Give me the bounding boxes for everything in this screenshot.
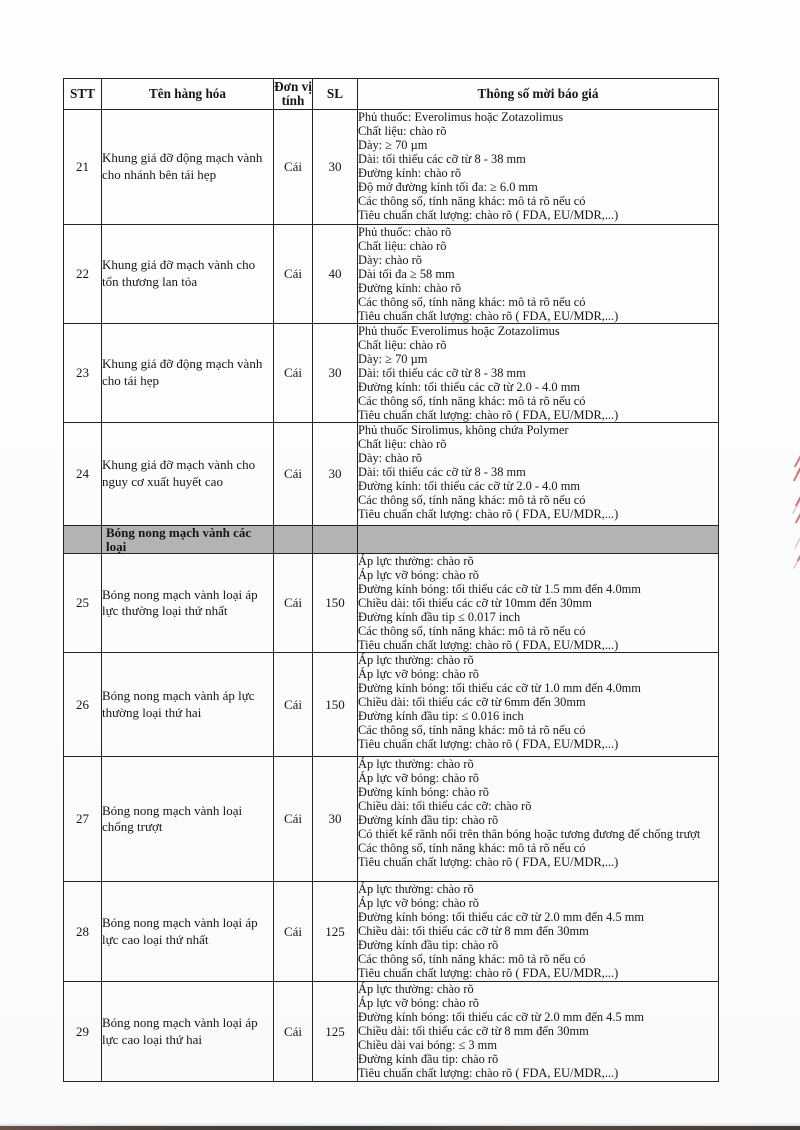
spec-line: Phủ thuốc Everolimus hoặc Zotazolimus xyxy=(358,324,560,338)
row-stt: 22 xyxy=(64,225,102,324)
spec-line: Các thông số, tính năng khác: mô tả rõ nếu có xyxy=(358,493,586,507)
spec-line: Dài: tối thiểu các cỡ từ 8 - 38 mm xyxy=(358,366,526,380)
row-product-name: Khung giá đỡ mạch vành cho nguy cơ xuất huyết cao xyxy=(102,423,274,526)
spec-line: Tiêu chuẩn chất lượng: chào rõ ( FDA, EU/MDR,...) xyxy=(358,737,619,752)
spec-line: Chất liệu: chào rõ xyxy=(358,124,447,138)
spec-line: Dày: chào rõ xyxy=(358,253,422,267)
spec-line: Tiêu chuẩn chất lượng: chào rõ ( FDA, EU/MDR,...) xyxy=(358,855,619,870)
row-specs xyxy=(358,423,719,526)
row-specs xyxy=(358,757,719,882)
spec-line: Tiêu chuẩn chất lượng: chào rõ ( FDA, EU/MDR,...) xyxy=(358,638,619,653)
red-pen-mark xyxy=(795,507,800,524)
table-header-row xyxy=(64,79,719,110)
table-row xyxy=(64,554,719,653)
spec-line: Dày: chào rõ xyxy=(358,451,422,465)
row-unit: Cái xyxy=(274,423,313,526)
row-quantity: 40 xyxy=(313,225,358,324)
row-specs xyxy=(358,882,719,982)
spec-line: Chất liệu: chào rõ xyxy=(358,338,447,352)
spec-line: Đường kính bóng: chào rõ xyxy=(358,785,489,800)
spec-line: Phủ thuốc: chào rõ xyxy=(358,225,452,239)
spec-line: Các thông số, tính năng khác: mô tả rõ nếu có xyxy=(358,723,586,738)
red-pen-mark xyxy=(796,457,800,473)
row-product-name: Bóng nong mạch vành loại áp lực thường loại thứ nhất xyxy=(102,554,274,653)
spec-line: Chiều dài: tối thiểu các cỡ: chào rõ xyxy=(358,799,532,814)
spec-line: Các thông số, tính năng khác: mô tả rõ nếu có xyxy=(358,194,586,208)
spec-line: Đường kính bóng: tối thiểu các cỡ từ 2.0 mm đến 4.5 mm xyxy=(358,910,645,925)
spec-line: Chất liệu: chào rõ xyxy=(358,239,447,253)
table-row xyxy=(64,324,719,423)
row-product-name: Khung giá đỡ mạch vành cho tổn thương lan tỏa xyxy=(102,225,274,324)
row-specs xyxy=(358,324,719,423)
spec-line: Dài: tối thiểu các cỡ từ 8 - 38 mm xyxy=(358,465,526,479)
row-quantity: 150 xyxy=(313,653,358,757)
row-specs xyxy=(358,554,719,653)
red-pen-mark xyxy=(793,552,800,568)
column-header-specs: Thông số mời báo giá xyxy=(358,79,719,110)
table-header xyxy=(64,79,719,110)
spec-line: Tiêu chuẩn chất lượng: chào rõ ( FDA, EU/MDR,...) xyxy=(358,507,619,521)
spec-line: Áp lực vỡ bóng: chào rõ xyxy=(358,996,479,1011)
row-product-name: Bóng nong mạch vành loại áp lực cao loại thứ hai xyxy=(102,982,274,1082)
row-product-name: Bóng nong mạch vành loại áp lực cao loại thứ nhất xyxy=(102,882,274,982)
row-specs xyxy=(358,225,719,324)
spec-line: Đường kính đầu tip: chào rõ xyxy=(358,938,499,953)
spec-line: Dày: ≥ 70 µm xyxy=(358,138,428,152)
spec-line: Chiều dài: tối thiểu các cỡ từ 8 mm đến 30mm xyxy=(358,924,589,939)
red-pen-mark xyxy=(794,532,800,548)
column-header-stt: STT xyxy=(64,79,102,110)
row-specs xyxy=(358,110,719,225)
spec-line: Áp lực thường: chào rõ xyxy=(358,882,474,897)
section-cell-qty xyxy=(313,526,358,554)
table-row xyxy=(64,225,719,324)
spec-line: Độ mở đường kính tối đa: ≥ 6.0 mm xyxy=(358,180,538,194)
section-cell-unit xyxy=(274,526,313,554)
spec-line: Các thông số, tính năng khác: mô tả rõ nếu có xyxy=(358,624,586,639)
section-header-row xyxy=(64,526,719,554)
row-quantity: 150 xyxy=(313,554,358,653)
spec-line: Các thông số, tính năng khác: mô tả rõ nếu có xyxy=(358,952,586,967)
row-stt: 27 xyxy=(64,757,102,882)
spec-line: Đường kính: tối thiểu các cỡ từ 2.0 - 4.0 mm xyxy=(358,479,580,493)
spec-line: Đường kính: tối thiểu các cỡ từ 2.0 - 4.0 mm xyxy=(358,380,580,394)
spec-line: Áp lực thường: chào rõ xyxy=(358,757,474,772)
spec-line: Các thông số, tính năng khác: mô tả rõ nếu có xyxy=(358,394,586,408)
row-stt: 21 xyxy=(64,110,102,225)
spec-line: Áp lực vỡ bóng: chào rõ xyxy=(358,667,479,682)
spec-line: Đường kính bóng: tối thiểu các cỡ từ 2.0 mm đến 4.5 mm xyxy=(358,1010,645,1025)
spec-line: Áp lực thường: chào rõ xyxy=(358,982,474,997)
spec-line: Dài: tối thiểu các cỡ từ 8 - 38 mm xyxy=(358,152,526,166)
spec-line: Áp lực thường: chào rõ xyxy=(358,554,474,569)
row-unit: Cái xyxy=(274,110,313,225)
spec-line: Tiêu chuẩn chất lượng: chào rõ ( FDA, EU/MDR,...) xyxy=(358,966,619,981)
spec-line: Đường kính bóng: tối thiểu các cỡ từ 1.5 mm đến 4.0mm xyxy=(358,582,641,597)
table-row xyxy=(64,110,719,225)
row-quantity: 30 xyxy=(313,110,358,225)
row-unit: Cái xyxy=(274,757,313,882)
row-quantity: 30 xyxy=(313,757,358,882)
row-product-name: Khung giá đỡ động mạch vành cho tái hẹp xyxy=(102,324,274,423)
section-cell-name: Bóng nong mạch vành các loại xyxy=(102,526,274,554)
row-product-name: Khung giá đỡ động mạch vành cho nhánh bên tái hẹp xyxy=(102,110,274,225)
spec-line: Áp lực vỡ bóng: chào rõ xyxy=(358,568,479,583)
spec-line: Tiêu chuẩn chất lượng: chào rõ ( FDA, EU/MDR,...) xyxy=(358,1066,619,1081)
spec-line: Có thiết kế rãnh nổi trên thân bóng hoặc tương đương để chống trượt xyxy=(358,827,701,842)
row-quantity: 125 xyxy=(313,882,358,982)
column-header-qty: SL xyxy=(313,79,358,110)
table-row xyxy=(64,423,719,526)
spec-line: Dài tối đa ≥ 58 mm xyxy=(358,267,455,281)
spec-line: Phủ thuốc Sirolimus, không chứa Polymer xyxy=(358,423,569,437)
red-pen-mark xyxy=(795,490,800,507)
row-stt: 25 xyxy=(64,554,102,653)
spec-line: Đường kính: chào rõ xyxy=(358,281,462,295)
row-stt: 23 xyxy=(64,324,102,423)
row-unit: Cái xyxy=(274,554,313,653)
row-product-name: Bóng nong mạch vành loại chống trượt xyxy=(102,757,274,882)
spec-line: Đường kính: chào rõ xyxy=(358,166,462,180)
spec-line: Tiêu chuẩn chất lượng: chào rõ ( FDA, EU/MDR,...) xyxy=(358,208,619,222)
red-pen-mark xyxy=(792,497,800,513)
spec-line: Áp lực thường: chào rõ xyxy=(358,653,474,668)
row-stt: 28 xyxy=(64,882,102,982)
quotation-spec-table xyxy=(63,78,719,1082)
red-pen-mark xyxy=(794,451,800,468)
row-specs xyxy=(358,653,719,757)
spec-line: Chiều dài: tối thiểu các cỡ từ 8 mm đến 30mm xyxy=(358,1024,589,1039)
row-unit: Cái xyxy=(274,324,313,423)
table-row xyxy=(64,882,719,982)
spec-line: Đường kính bóng: tối thiểu các cỡ từ 1.0 mm đến 4.0mm xyxy=(358,681,641,696)
spec-line: Tiêu chuẩn chất lượng: chào rõ ( FDA, EU/MDR,...) xyxy=(358,309,619,323)
table-row xyxy=(64,982,719,1082)
row-quantity: 30 xyxy=(313,423,358,526)
spec-line: Các thông số, tính năng khác: mô tả rõ nếu có xyxy=(358,841,586,856)
table-row xyxy=(64,757,719,882)
spec-line: Đường kính đầu tip: chào rõ xyxy=(358,1052,499,1067)
row-unit: Cái xyxy=(274,653,313,757)
spec-line: Phủ thuốc: Everolimus hoặc Zotazolimus xyxy=(358,110,564,124)
column-header-name: Tên hàng hóa xyxy=(102,79,274,110)
red-pen-mark xyxy=(793,465,800,482)
spec-line: Đường kính đầu tip ≤ 0.017 inch xyxy=(358,610,521,625)
scanner-edge-strip xyxy=(0,1126,800,1130)
row-stt: 24 xyxy=(64,423,102,526)
spec-line: Áp lực vỡ bóng: chào rõ xyxy=(358,771,479,786)
spec-line: Tiêu chuẩn chất lượng: chào rõ ( FDA, EU/MDR,...) xyxy=(358,408,619,422)
row-unit: Cái xyxy=(274,982,313,1082)
row-unit: Cái xyxy=(274,882,313,982)
row-quantity: 125 xyxy=(313,982,358,1082)
row-product-name: Bóng nong mạch vành áp lực thường loại thứ hai xyxy=(102,653,274,757)
spec-line: Áp lực vỡ bóng: chào rõ xyxy=(358,896,479,911)
spec-line: Chiều dài: tối thiểu các cỡ từ 6mm đến 30mm xyxy=(358,695,586,710)
spec-line: Các thông số, tính năng khác: mô tả rõ nếu có xyxy=(358,295,586,309)
spec-line: Đường kính đầu tip: chào rõ xyxy=(358,813,499,828)
red-pen-marks xyxy=(760,0,800,1130)
table-body xyxy=(64,110,719,1082)
spec-line: Dày: ≥ 70 µm xyxy=(358,352,428,366)
row-stt: 26 xyxy=(64,653,102,757)
row-quantity: 30 xyxy=(313,324,358,423)
spec-line: Chất liệu: chào rõ xyxy=(358,437,447,451)
section-cell-stt xyxy=(64,526,102,554)
table-row xyxy=(64,653,719,757)
spec-line: Chiều dài vai bóng: ≤ 3 mm xyxy=(358,1038,497,1053)
spec-line: Đường kính đầu tip: ≤ 0.016 inch xyxy=(358,709,524,724)
section-cell-specs xyxy=(358,526,719,554)
column-header-unit: Đơn vị tính xyxy=(274,78,312,108)
row-stt: 29 xyxy=(64,982,102,1082)
spec-line: Chiều dài: tối thiểu các cỡ từ 10mm đến 30mm xyxy=(358,596,592,611)
row-unit: Cái xyxy=(274,225,313,324)
row-specs xyxy=(358,982,719,1082)
